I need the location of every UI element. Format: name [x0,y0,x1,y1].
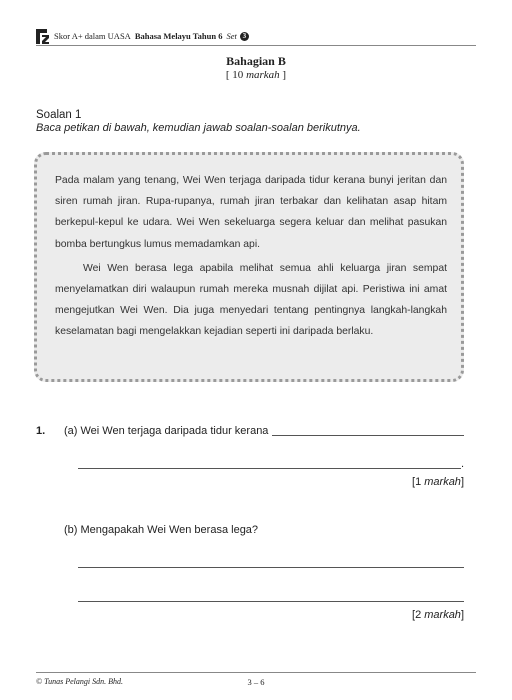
question-label: Soalan 1 [36,109,82,121]
answer-line-b2[interactable] [78,601,464,602]
question-a-text: (a) Wei Wen terjaga daripada tidur kerana [64,425,269,437]
instruction-text: Baca petikan di bawah, kemudian jawab soalan-soalan berikutnya. [36,122,361,134]
answer-line-a1[interactable] [272,435,464,436]
passage-line: langkah-langkah keselamatan bagi mengelakkan kejadian seperti ini daripada [55,305,447,338]
page-header [36,28,249,44]
question-a-marks: [1 markah] [412,476,464,488]
passage-line: Wei Wen berasa lega apabila melihat semua ahli keluarga jiran sempat [83,262,447,274]
answer-period: . [461,458,465,470]
question-b-marks: [2 markah] [412,609,464,621]
header-book-title: Bahasa Melayu Tahun 6 [134,31,223,41]
passage-line: menyelamatkan diri walaupun rumah mereka musnah dijilat api. Peristiwa [55,284,405,296]
header-prefix: Skor A+ dalam UASA [54,31,131,41]
section-marks-text: [ 10 markah ] [225,69,287,81]
passage-line: melihat pasukan bomba bertungkus lumus memadamkan api. [55,217,448,250]
passage-paragraph-2 [55,258,447,343]
passage-line: berlaku. [336,326,374,338]
passage-line: ini amat mengejutkan Wei Wen. Dia juga menyedari tentang pentingnya [55,284,447,317]
page-number: 3 – 6 [247,677,265,687]
passage-paragraph-1 [55,170,447,255]
passage-line: asap hitam berkepul-kepul ke udara. Wei Wen sekeluarga segera keluar dan [55,196,448,229]
section-title: Bahagian B [226,54,286,68]
footer-divider [36,672,476,673]
question-b-text: (b) Mengapakah Wei Wen berasa lega? [64,524,259,536]
header-set-label: Set [226,31,237,41]
passage-text [55,170,447,343]
header-divider [36,45,476,46]
section-marks [0,69,512,81]
set-number-badge: 3 [240,32,249,41]
question-number: 1. [36,425,46,437]
passage-line: jeritan dan siren rumah jiran. Rupa-rupanya, rumah jiran terbakar dan kelihatan [55,175,447,208]
publisher-logo-icon [36,29,50,44]
answer-line-b1[interactable] [78,567,464,568]
answer-line-a2[interactable] [78,468,461,469]
passage-line: Pada malam yang tenang, Wei Wen terjaga daripada tidur kerana bunyi [55,175,394,186]
footer-copyright: © Tunas Pelangi Sdn. Bhd. [36,677,123,686]
